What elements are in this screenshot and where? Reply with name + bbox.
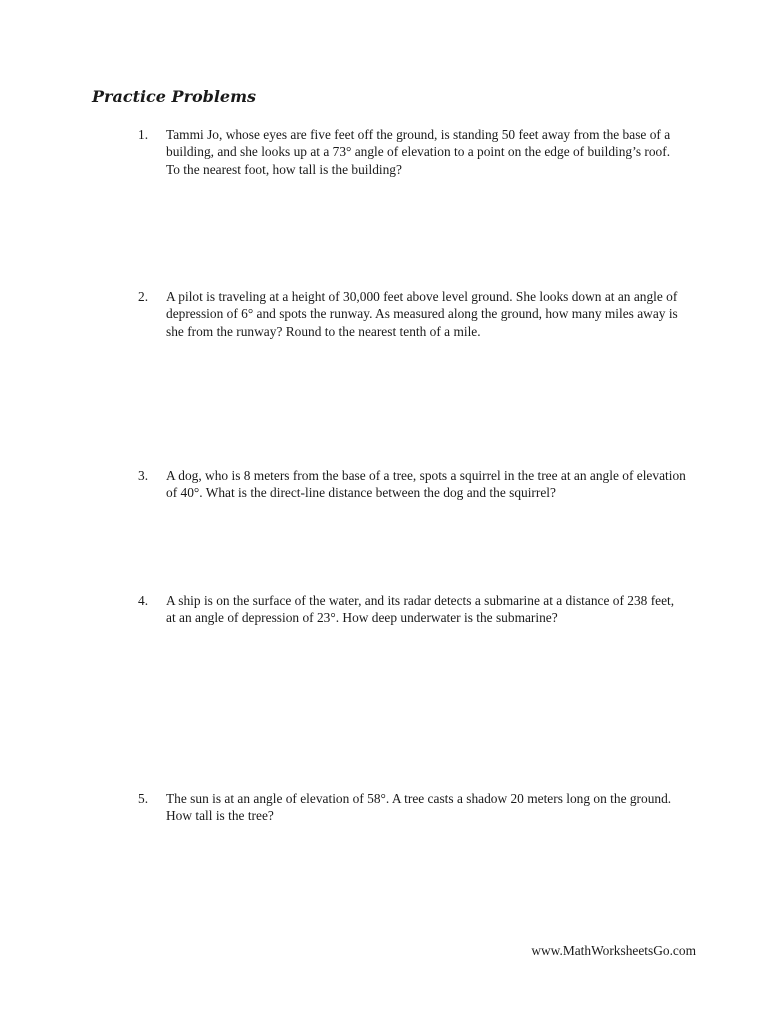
problem-text: A dog, who is 8 meters from the base of a tree, spots a squirrel in the tree at an angle of elevation of 40°. What is the direct-line distance between the dog and the squirrel? — [166, 468, 686, 501]
problem-number: 3. — [138, 468, 149, 483]
footer-website: www.MathWorksheetsGo.com — [531, 943, 696, 958]
problem-number: 2. — [138, 289, 149, 304]
problem-text: The sun is at an angle of elevation of 58°. A tree casts a shadow 20 meters long on the ground. How tall is the tree? — [166, 791, 672, 824]
problem-number: 1. — [138, 127, 149, 142]
problem-text: Tammi Jo, whose eyes are five feet off the ground, is standing 50 feet away from the base of a building, and she looks up at a 73° angle of elevation to a point on the edge of building’s roof. To the nearest foot, how tall is the building? — [166, 127, 671, 177]
problem-number: 4. — [138, 593, 149, 608]
problem-number: 5. — [138, 791, 149, 806]
page-title: Practice Problems — [92, 87, 257, 106]
problem-text: A pilot is traveling at a height of 30,000 feet above level ground. She looks down at an angle of depression of 6° and spots the runway. As measured along the ground, how many miles away is she from the runway? Round to the nearest tenth of a mile. — [166, 289, 678, 339]
problem-text: A ship is on the surface of the water, and its radar detects a submarine at a distance of 238 feet, at an angle of depression of 23°. How deep underwater is the submarine? — [166, 593, 675, 626]
